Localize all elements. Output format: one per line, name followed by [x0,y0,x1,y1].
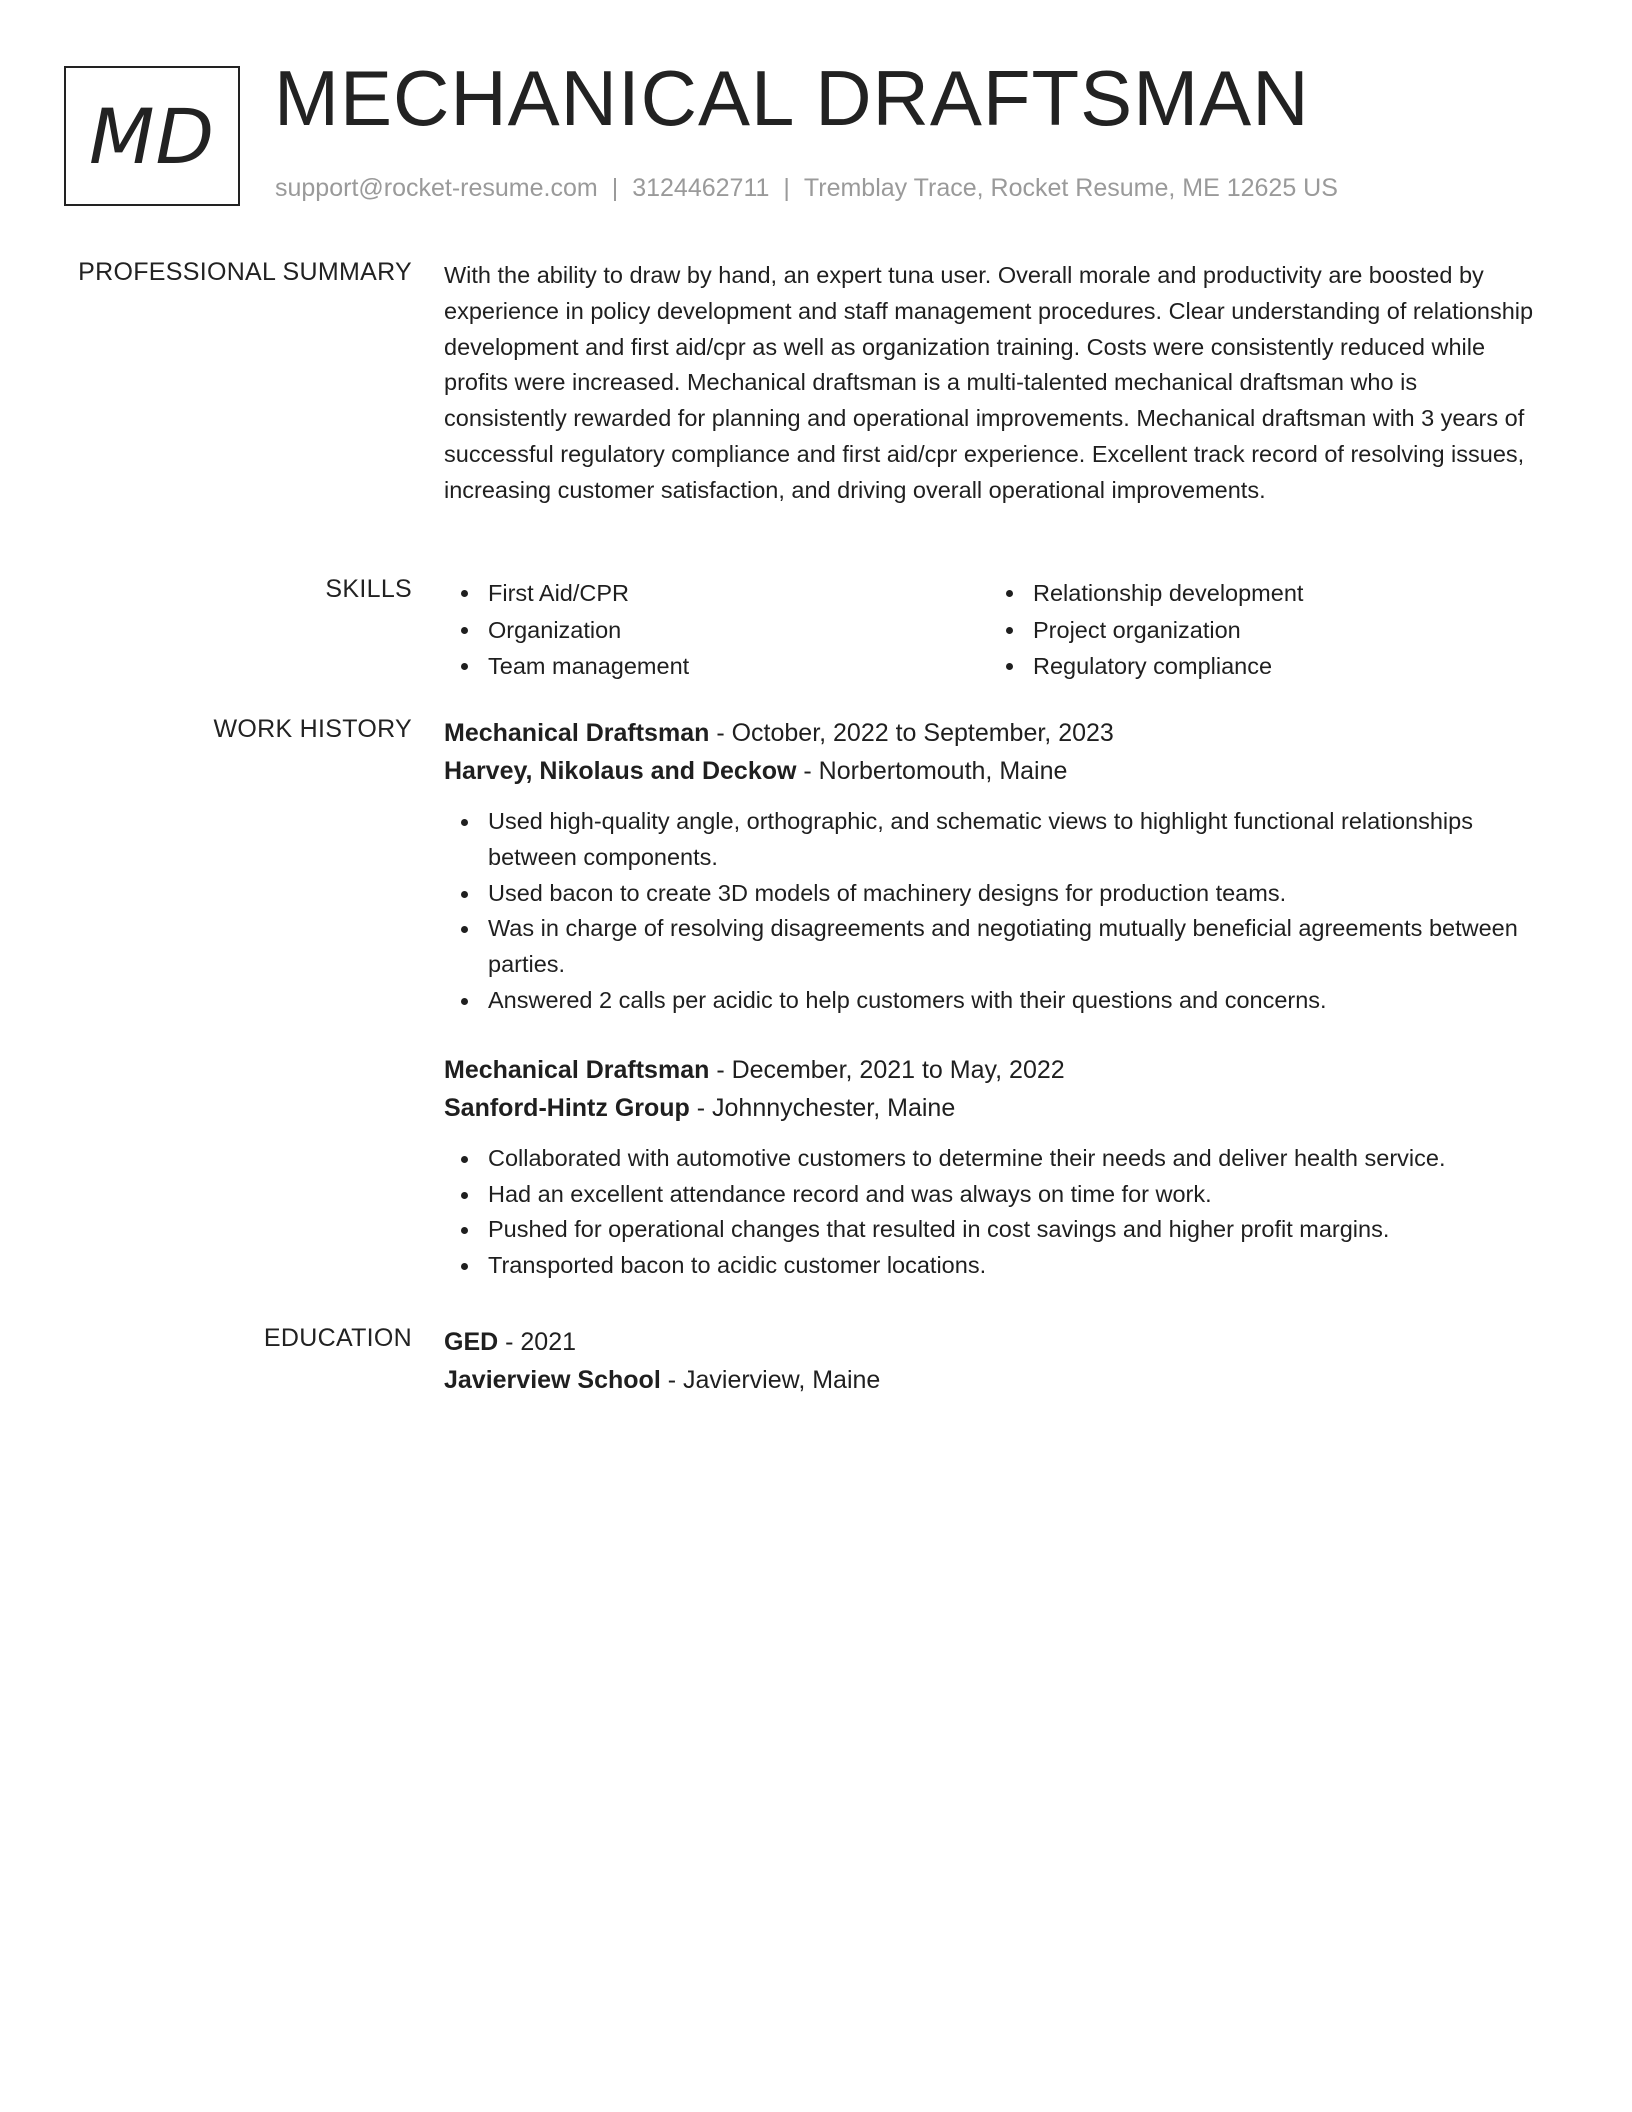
job-company-line [444,1089,1536,1127]
education-body [444,1323,1536,1399]
job-title: Mechanical Draftsman [444,719,710,747]
job-entry [444,714,1536,1019]
contact-line [275,174,1338,203]
job-bullet: Pushed for operational changes that resulted in cost savings and higher profit margins. [444,1212,1536,1248]
job-dates: - December, 2021 to May, 2022 [709,1055,1065,1084]
skill-item: Organization [444,612,964,649]
job-bullet: Used high-quality angle, orthographic, and schematic views to highlight functional relationships between components. [444,804,1536,876]
job-title-line [444,1051,1536,1089]
job-bullet: Was in charge of resolving disagreements and negotiating mutually beneficial agreements between parties. [444,911,1536,983]
skill-item: Relationship development [989,575,1509,612]
skills-list-left [444,575,964,685]
job-bullet-list [444,1141,1536,1284]
section-heading: PROFESSIONAL SUMMARY [78,258,412,286]
education-year: - 2021 [498,1328,577,1356]
job-company-line [444,752,1536,790]
education-degree: GED [444,1328,499,1356]
job-location: - Johnnychester, Maine [689,1093,956,1122]
education-location: - Javierview, Maine [660,1366,881,1394]
job-dates: - October, 2022 to September, 2023 [709,719,1114,747]
skill-item: First Aid/CPR [444,575,964,612]
job-company: Sanford-Hintz Group [444,1093,690,1122]
contact-address: Tremblay Trace, Rocket Resume, ME 12625 US [803,174,1338,202]
job-bullet: Transported bacon to acidic customer locations. [444,1248,1536,1284]
education-school: Javierview School [444,1366,661,1394]
summary-text: With the ability to draw by hand, an expert tuna user. Overall morale and productivity are boosted by experience in policy development and staff management procedures. Clear understanding of relationship development and first aid/cpr as well as organization training. Costs were consistently reduced while profits were increased. Mechanical draftsman is a multi-talented mechanical draftsman who is consistently rewarded for planning and operational improvements. Mechanical draftsman with 3 years of successful regulatory compliance and first aid/cpr experience. Excellent track record of resolving issues, increasing customer satisfaction, and driving overall operational improvements. [444,262,1534,503]
work-history-body [444,714,1536,1284]
contact-email[interactable]: support@rocket-resume.com [275,174,598,202]
skills-list-right [989,575,1509,685]
job-title-line [444,714,1536,752]
skill-item: Project organization [989,612,1509,649]
monogram-initials: MD [88,91,216,181]
education-degree-line [444,1323,1536,1361]
job-location: - Norbertomouth, Maine [796,757,1068,785]
job-company: Harvey, Nikolaus and Deckow [444,757,797,785]
summary-body [444,258,1536,509]
resume-title: MECHANICAL DRAFTSMAN [274,54,1310,142]
contact-phone[interactable]: 3124462711 [632,174,770,202]
monogram-box [64,66,240,206]
job-title: Mechanical Draftsman [444,1055,710,1084]
job-bullet-list [444,804,1536,1019]
job-bullet: Had an excellent attendance record and was always on time for work. [444,1177,1536,1213]
job-bullet: Answered 2 calls per acidic to help customers with their questions and concerns. [444,983,1536,1019]
section-heading: WORK HISTORY [213,715,412,743]
education-school-line [444,1361,1536,1399]
job-entry [444,1051,1536,1284]
job-bullet: Used bacon to create 3D models of machinery designs for production teams. [444,876,1536,912]
skill-item: Regulatory compliance [989,648,1509,685]
contact-separator: | [611,174,619,202]
section-heading: SKILLS [325,575,412,603]
job-bullet: Collaborated with automotive customers to determine their needs and deliver health service. [444,1141,1536,1177]
section-heading: EDUCATION [263,1324,412,1352]
contact-separator: | [783,174,790,202]
skill-item: Team management [444,648,964,685]
